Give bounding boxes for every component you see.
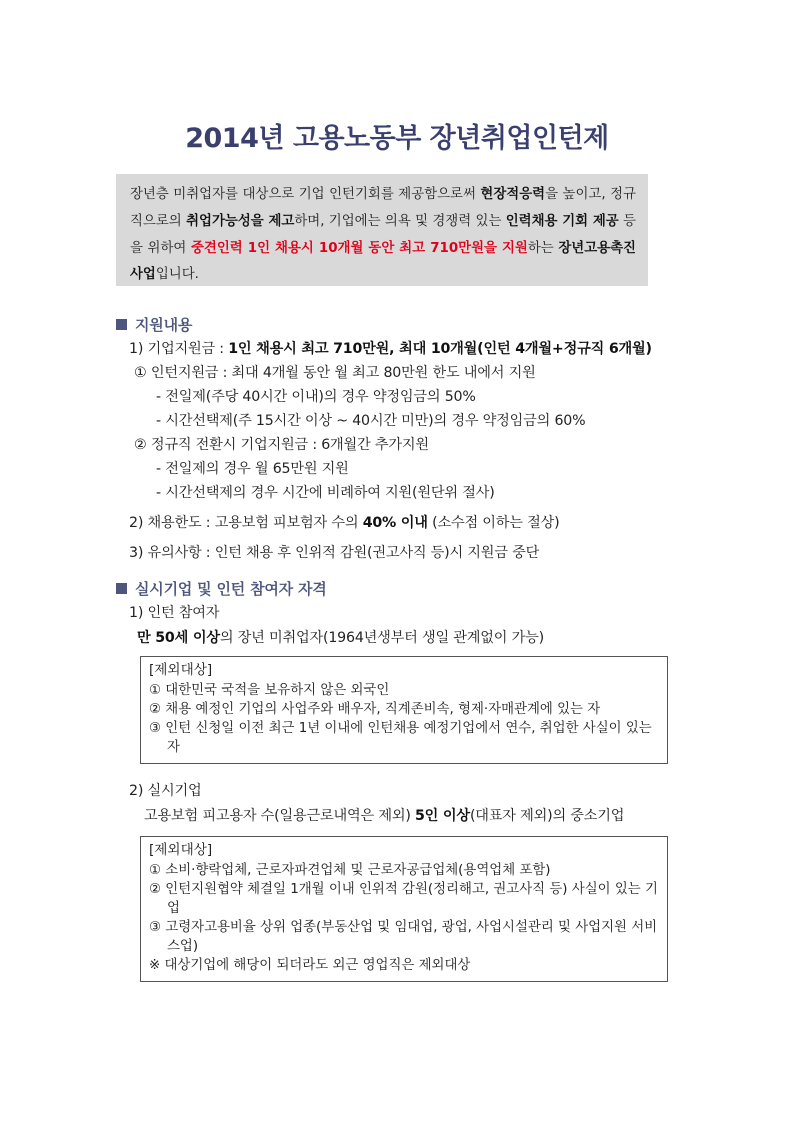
summary-bold: 장년고용촉진사업 (130, 240, 636, 283)
summary-text: 하는 (527, 240, 559, 256)
exclusion-heading: [제외대상] (149, 662, 213, 678)
support-item-label: 1) 기업지원금 : (129, 341, 229, 357)
exclusion-item: ③ 인턴 신청일 이전 최근 1년 이내에 인턴채용 예정기업에서 연수, 취업한 사실이 있는 자 (149, 721, 652, 755)
exclusion-item: ③ 고령자고용비율 상위 업종(부동산업 및 임대업, 광업, 사업시설관리 및 사업지원 서비스업) (149, 920, 658, 954)
eligibility-sub-company: 2) 실시기업 (129, 783, 202, 799)
support-item-2 (129, 512, 559, 532)
support-detail: - 시간선택제의 경우 시간에 비례하여 지원(원단위 절사) (156, 485, 495, 501)
support-item-3: 3) 유의사항 : 인턴 채용 후 인위적 감원(권고사직 등)시 지원금 중단 (129, 545, 540, 561)
support-item-1 (129, 338, 652, 358)
section-heading-support (116, 314, 192, 335)
company-condition-text: 고용보험 피고용자 수(일용근로내역은 제외) (144, 808, 416, 824)
exclusion-box-company (140, 836, 668, 982)
summary-text: 을 높이고, 정규직으로의 (130, 187, 636, 229)
summary-bold: 취업가능성을 제고 (186, 213, 295, 229)
exclusion-box-intern (140, 656, 668, 764)
exclusion-heading: [제외대상] (149, 842, 213, 858)
summary-bold: 현장적응력 (480, 187, 546, 202)
intern-condition (137, 627, 544, 647)
support-detail: - 전일제의 경우 월 65만원 지원 (156, 461, 349, 477)
support-detail: - 시간선택제(주 15시간 이상 ~ 40시간 미만)의 경우 약정임금의 60% (156, 413, 586, 429)
support-item-text: 2) 채용한도 : 고용보험 피보험자 수의 (129, 515, 363, 531)
section-heading-text: 실시기업 및 인턴 참여자 자격 (135, 580, 327, 598)
company-condition-text: (대표자 제외)의 중소기업 (469, 808, 625, 824)
summary-text: 입니다. (155, 267, 199, 283)
summary-box (116, 174, 648, 286)
summary-text: 등을 위하여 (130, 213, 636, 256)
support-subitem: ② 정규직 전환시 기업지원금 : 6개월간 추가지원 (134, 437, 429, 453)
support-item-highlight: 40% 이내 (362, 515, 428, 531)
exclusion-note: ※ 대상기업에 해당이 되더라도 외근 영업직은 제외대상 (149, 958, 471, 973)
intern-condition-text: 의 장년 미취업자(1964년생부터 생일 관계없이 가능) (219, 630, 544, 646)
support-subitem: ① 인턴지원금 : 최대 4개월 동안 월 최고 80만원 한도 내에서 지원 (134, 365, 536, 381)
square-bullet-icon (116, 319, 127, 330)
exclusion-item: ① 소비·향락업체, 근로자파견업체 및 근로자공급업체(용역업체 포함) (149, 863, 551, 878)
exclusion-item: ① 대한민국 국적을 보유하지 않은 외국인 (149, 683, 390, 698)
company-condition (144, 805, 624, 825)
section-heading-eligibility (116, 578, 327, 599)
support-detail: - 전일제(주당 40시간 이내)의 경우 약정임금의 50% (156, 389, 476, 405)
company-condition-highlight: 5인 이상 (415, 808, 470, 824)
page-title: 2014년 고용노동부 장년취업인턴제 (185, 123, 609, 154)
summary-highlight: 중견인력 1인 채용시 10개월 동안 최고 710만원을 지원 (191, 240, 528, 256)
summary-text: 하며, 기업에는 의욕 및 경쟁력 있는 (294, 213, 506, 229)
exclusion-item: ② 채용 예정인 기업의 사업주와 배우자, 직계존비속, 형제·자매관계에 있는 자 (149, 702, 601, 717)
summary-text: 장년층 미취업자를 대상으로 기업 인턴기회를 제공함으로써 (130, 187, 481, 202)
summary-bold: 인력채용 기회 제공 (505, 213, 619, 229)
square-bullet-icon (116, 583, 127, 594)
intern-condition-highlight: 만 50세 이상 (137, 630, 220, 646)
support-item-highlight: 1인 채용시 최고 710만원, 최대 10개월(인턴 4개월+정규직 6개월) (228, 341, 652, 357)
support-item-text: (소수점 이하는 절상) (427, 515, 560, 531)
eligibility-sub-intern: 1) 인턴 참여자 (129, 605, 220, 621)
exclusion-item: ② 인턴지원협약 체결일 1개월 이내 인위적 감원(정리해고, 권고사직 등) 사실이 있는 기업 (149, 882, 658, 916)
section-heading-text: 지원내용 (135, 316, 193, 334)
